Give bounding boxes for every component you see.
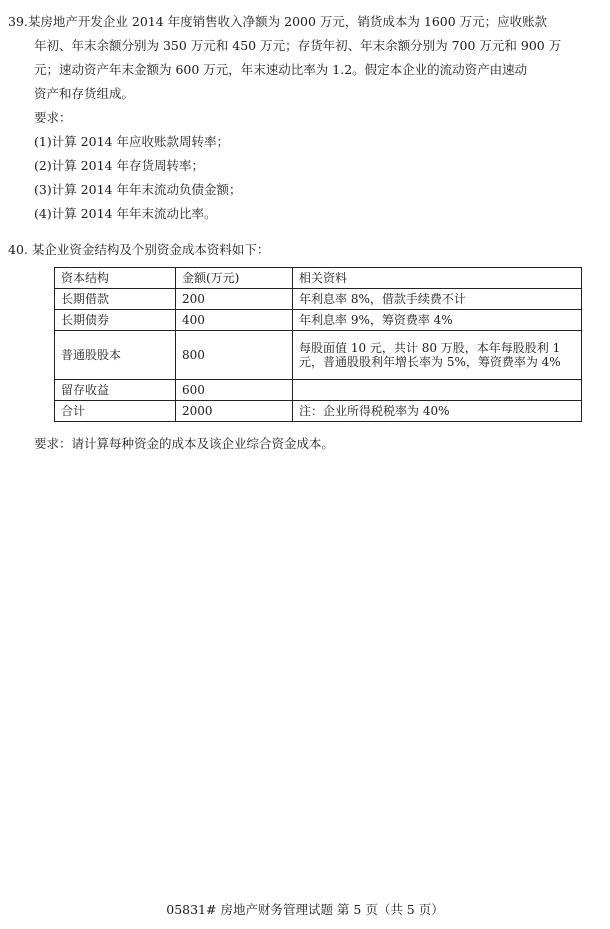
cell-amount: 400 xyxy=(176,310,293,331)
table-header-row xyxy=(55,268,582,289)
q39-line-3: 元；速动资产年末金额为 600 万元，年末速动比率为 1.2。假定本企业的流动资产由速动 xyxy=(34,62,528,77)
cell-type: 长期借款 xyxy=(55,289,176,310)
q40-requirement: 要求：请计算每种资金的成本及该企业综合资金成本。 xyxy=(34,436,335,451)
header-capital-structure: 资本结构 xyxy=(55,268,176,289)
page-footer: 05831# 房地产财务管理试题 第 5 页（共 5 页） xyxy=(166,902,444,917)
capital-structure-table xyxy=(54,267,582,422)
question-40 xyxy=(8,238,602,262)
cell-type: 留存收益 xyxy=(55,380,176,401)
cell-amount: 2000 xyxy=(176,401,293,422)
q39-number: 39. xyxy=(8,14,28,29)
q39-line-4: 资产和存货组成。 xyxy=(34,86,135,101)
question-39 xyxy=(8,10,602,226)
table-row xyxy=(55,310,582,331)
q39-line-2: 年初、年末余额分别为 350 万元和 450 万元；存货年初、年末余额分别为 700 万元和 900 万 xyxy=(34,38,562,53)
q39-line-1 xyxy=(8,10,602,34)
cell-type: 普通股股本 xyxy=(55,331,176,380)
cell-type: 长期债券 xyxy=(55,310,176,331)
q39-text-1: 某房地产开发企业 2014 年度销售收入净额为 2000 万元，销货成本为 1600 万元；应收账款 xyxy=(27,14,548,29)
q39-item-2: (2)计算 2014 年存货周转率； xyxy=(34,158,204,173)
cell-info: 每股面值 10 元，共计 80 万股，本年每股股利 1 元，普通股股利年增长率为 5%，筹资费率为 4% xyxy=(293,331,582,380)
cell-info: 注：企业所得税税率为 40% xyxy=(293,401,582,422)
q40-intro: 40. 某企业资金结构及个别资金成本资料如下： xyxy=(8,242,270,257)
cell-type: 合计 xyxy=(55,401,176,422)
cell-info xyxy=(293,380,582,401)
header-related-info: 相关资料 xyxy=(293,268,582,289)
table-row xyxy=(55,289,582,310)
q39-item-3: (3)计算 2014 年年末流动负债金额； xyxy=(34,182,242,197)
q39-requirement-label: 要求： xyxy=(34,110,72,125)
q39-item-1: (1)计算 2014 年应收账款周转率； xyxy=(34,134,229,149)
header-amount: 金额(万元) xyxy=(176,268,293,289)
table-row xyxy=(55,331,582,380)
cell-amount: 600 xyxy=(176,380,293,401)
q39-item-4: (4)计算 2014 年年末流动比率。 xyxy=(34,206,217,221)
cell-amount: 200 xyxy=(176,289,293,310)
cell-info: 年利息率 9%，筹资费率 4% xyxy=(293,310,582,331)
cell-amount: 800 xyxy=(176,331,293,380)
table-row xyxy=(55,401,582,422)
cell-info: 年利息率 8%，借款手续费不计 xyxy=(293,289,582,310)
table-row xyxy=(55,380,582,401)
